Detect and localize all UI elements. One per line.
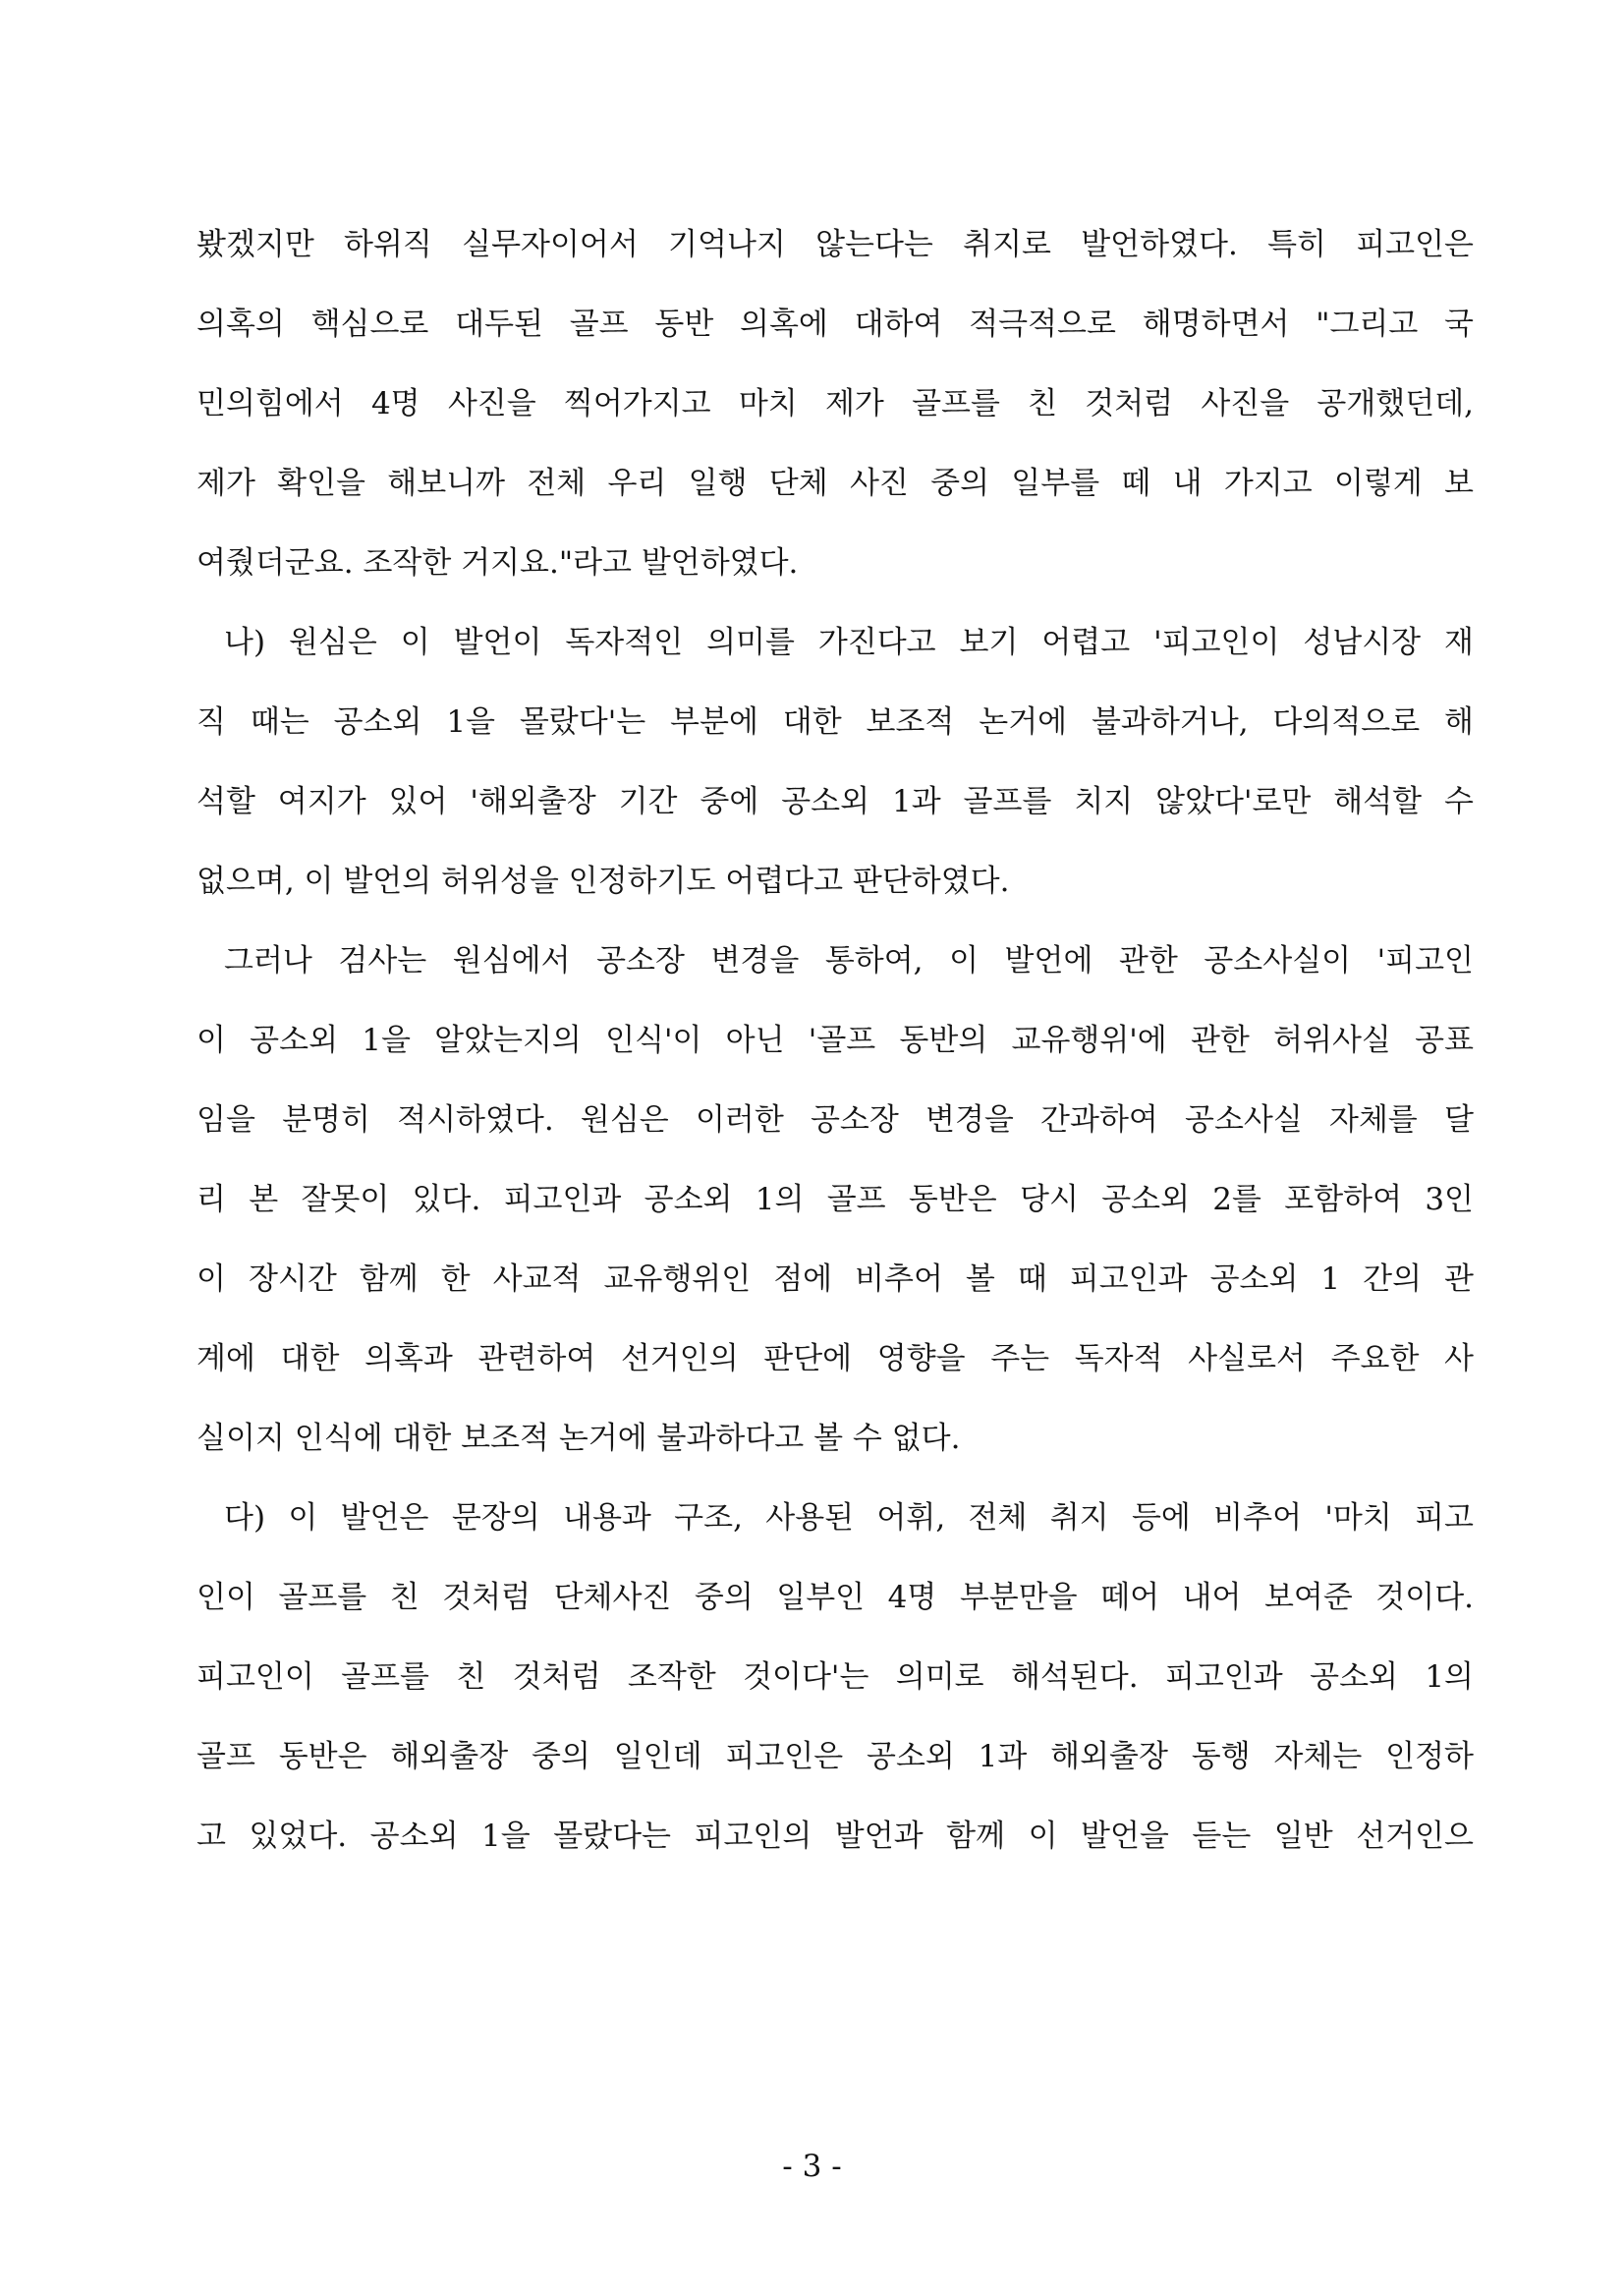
text-line: 고 있었다. 공소외 1을 몰랐다는 피고인의 발언과 함께 이 발언을 듣는 일반 선거인으 <box>196 1819 1474 1854</box>
text-line: 나) 원심은 이 발언이 독자적인 의미를 가진다고 보기 어렵고 '피고인이 성남시장 재 <box>224 625 1474 660</box>
text-line: 실이지 인식에 대한 보조적 논거에 불과하다고 볼 수 없다. <box>196 1421 961 1456</box>
text-line: 이 공소외 1을 알았는지의 인식'이 아닌 '골프 동반의 교유행위'에 관한 허위사실 공표 <box>196 1023 1474 1058</box>
page-number: - 3 - <box>782 2149 842 2184</box>
text-line: 다) 이 발언은 문장의 내용과 구조, 사용된 어휘, 전체 취지 등에 비추어 '마치 피고 <box>224 1500 1474 1536</box>
text-line: 직 때는 공소외 1을 몰랐다'는 부분에 대한 보조적 논거에 불과하거나, 다의적으로 해 <box>196 704 1474 740</box>
text-line: 임을 분명히 적시하였다. 원심은 이러한 공소장 변경을 간과하여 공소사실 자체를 달 <box>196 1102 1474 1138</box>
text-line: 의혹의 핵심으로 대두된 골프 동반 의혹에 대하여 적극적으로 해명하면서 "그리고 국 <box>196 307 1474 342</box>
text-line: 이 장시간 함께 한 사교적 교유행위인 점에 비추어 볼 때 피고인과 공소외 1 간의 관 <box>196 1261 1474 1297</box>
text-line: 없으며, 이 발언의 허위성을 인정하기도 어렵다고 판단하였다. <box>196 864 1010 899</box>
text-line: 그러나 검사는 원심에서 공소장 변경을 통하여, 이 발언에 관한 공소사실이 '피고인 <box>224 943 1474 979</box>
text-line: 리 본 잘못이 있다. 피고인과 공소외 1의 골프 동반은 당시 공소외 2를 포함하여 3인 <box>196 1182 1474 1217</box>
text-line: 석할 여지가 있어 '해외출장 기간 중에 공소외 1과 골프를 치지 않았다'로만 해석할 수 <box>196 784 1474 819</box>
text-line: 인이 골프를 친 것처럼 단체사진 중의 일부인 4명 부분만을 떼어 내어 보여준 것이다. <box>196 1580 1474 1615</box>
text-line: 계에 대한 의혹과 관련하여 선거인의 판단에 영향을 주는 독자적 사실로서 주요한 사 <box>196 1341 1474 1376</box>
text-line: 피고인이 골프를 친 것처럼 조작한 것이다'는 의미로 해석된다. 피고인과 공소외 1의 <box>196 1659 1474 1695</box>
text-line: 민의힘에서 4명 사진을 찍어가지고 마치 제가 골프를 친 것처럼 사진을 공개했던데, <box>196 386 1474 421</box>
text-line: 여줬더군요. 조작한 거지요."라고 발언하였다. <box>196 545 799 581</box>
text-line: 봤겠지만 하위직 실무자이어서 기억나지 않는다는 취지로 발언하였다. 특히 피고인은 <box>196 227 1474 262</box>
text-line: 골프 동반은 해외출장 중의 일인데 피고인은 공소외 1과 해외출장 동행 자체는 인정하 <box>196 1739 1474 1774</box>
text-line: 제가 확인을 해보니까 전체 우리 일행 단체 사진 중의 일부를 떼 내 가지고 이렇게 보 <box>196 466 1474 501</box>
